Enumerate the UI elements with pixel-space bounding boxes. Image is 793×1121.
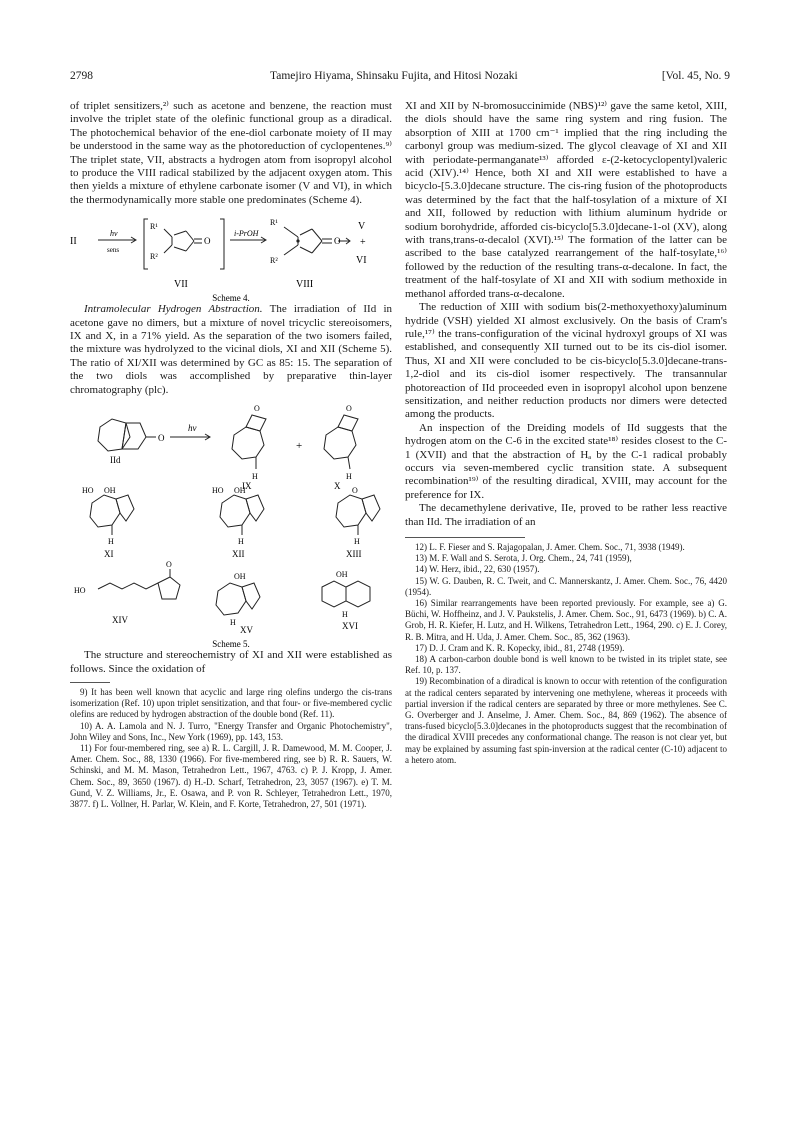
- svg-text:R²: R²: [270, 256, 278, 266]
- scheme-5-figure: [70, 397, 392, 649]
- page-number: 2798: [70, 70, 93, 82]
- label-xi: XI: [104, 549, 114, 560]
- svg-text:O: O: [334, 236, 341, 247]
- svg-text:H: H: [230, 618, 236, 628]
- footnote: 11) For four-membered ring, see a) R. L. Cargill, J. R. Damewood, M. M. Cooper, J. Amer. Chem. Soc., 88, 1330 (1966). For five-membered ring, see b) R. R. Sauers, W. Schinski, and M. M. Mason, Tetrahedron Lett., 1967, 4763. c) P. J. Kropp, J. Amer. Chem. Soc., 89, 3650 (1967). d) H.-D. Scharf, Tetrahedron, 23, 3057 (1967). e) T. M. Gund, V. Z. Williams, Jr., E. Osawa, and P. von R. Schleyer, Tetrahedron Lett., 1970, 3877. f) L. Vollner, H. Parlar, W. Klein, and F. Korte, Tetrahedron, 27, 501 (1971).: [70, 742, 392, 809]
- footnote-rule: [405, 537, 525, 538]
- volume-info: [Vol. 45, No. 9: [661, 70, 730, 82]
- svg-text:R¹: R¹: [270, 218, 278, 228]
- scheme-4-figure: [70, 207, 392, 303]
- svg-text:sens: sens: [107, 246, 120, 255]
- svg-text:V: V: [358, 221, 366, 233]
- label-viii: VIII: [296, 279, 314, 291]
- scheme-5-caption: Scheme 5.: [212, 639, 250, 650]
- footnote: 9) It has been well known that acyclic and large ring olefins undergo the cis-trans isomerization (Ref. 10) upon triplet sensitization, and that four- or five-membered cyclic olefins are reduced by hydrogen abstraction of the double bond (Ref. 11).: [70, 686, 392, 720]
- footnote-rule: [70, 682, 110, 683]
- svg-text:R²: R²: [150, 252, 158, 262]
- footnote: 10) A. A. Lamola and N. J. Turro, "Energy Transfer and Organic Photochemistry", John Wiley and Sons, Inc., New York (1969), pp. 143, 153.: [70, 720, 392, 742]
- label-iid: IId: [110, 455, 121, 466]
- svg-text:hν: hν: [188, 423, 197, 434]
- footnote: 15) W. G. Dauben, R. C. Tweit, and C. Mannerskantz, J. Amer. Chem. Soc., 76, 4420 (1954).: [405, 575, 727, 597]
- svg-text:OH: OH: [234, 572, 246, 582]
- label-xv: XV: [240, 625, 253, 636]
- right-column: [405, 100, 727, 766]
- svg-text:O: O: [204, 236, 211, 247]
- svg-text:R¹: R¹: [150, 222, 158, 232]
- svg-text:hν: hν: [110, 229, 118, 239]
- paragraph: of triplet sensitizers,²⁾ such as acetone and benzene, the reaction must involve the triplet state of the olefinic functional group as a diradical. The photochemical behavior of the ene-diol carbonate moiety of II may be understood in the same way as the photoreduction of cyclopentenes.⁹⁾ The triplet state, VII, abstracts a hydrogen atom from isopropyl alcohol to produce the VIII radical stabilized by the adjacent oxygen atom. This then yields a mixture of ethylene carbonate isomer (V and VI), in which the thermodynamically more stable one predominates (Scheme 4).: [70, 100, 392, 206]
- label-x: X: [334, 481, 341, 492]
- svg-text:H: H: [342, 610, 348, 620]
- scheme-4-caption: Scheme 4.: [212, 293, 250, 304]
- paragraph: Intramolecular Hydrogen Abstraction. The irradiation of IId in acetone gave no dimers, but a mixture of novel tricyclic stereoisomers, IX and X, in a 71% yield. As the separation of the two isomers failed, the mixture was hydrolyzed to the vicinal diols, XI and XII (Scheme 5). The ratio of XI/XII was determined by GC as 85: 15. The separation of the two diols was accomplished by preparative thin-layer chromatography (plc).: [70, 303, 392, 396]
- footnote: 17) D. J. Cram and K. R. Kopecky, ibid., 81, 2748 (1959).: [415, 642, 625, 653]
- section-heading: Intramolecular Hydrogen Abstraction.: [84, 303, 263, 316]
- svg-text:HO: HO: [74, 586, 86, 596]
- svg-text:+: +: [360, 237, 366, 249]
- svg-text:H: H: [354, 537, 360, 547]
- footnote: 16) Similar rearrangements have been reported previously. For example, see a) G. Büchi, W. Hoffheinz, and J. V. Paukstelis, J. Amer. Chem. Soc., 91, 6473 (1969). b) C. A. Grob, H. R. Kiefer, H. Lutz, and H. Wilkens, Tetrahedron Lett., 1964, 290. c) E. J. Corey, R. B. Mitra, and H. Uda, J. Amer. Chem. Soc., 85, 362 (1963).: [405, 598, 727, 642]
- svg-text:O: O: [254, 404, 260, 414]
- footnote: 18) A carbon-carbon double bond is well known to be twisted in its triplet state, see Ref. 10, p. 137.: [405, 654, 727, 676]
- svg-text:H: H: [238, 537, 244, 547]
- svg-text:H: H: [252, 472, 258, 482]
- reactant-label: II: [70, 236, 77, 248]
- svg-text:HO: HO: [212, 486, 224, 496]
- label-vii: VII: [174, 279, 188, 291]
- page-header: [70, 70, 730, 86]
- paragraph: An inspection of the Dreiding models of IId suggests that the hydrogen atom on the C-6 in the excited state¹⁸⁾ resides closest to the C-1 (XVII) and that the abstraction of Hₐ by the C-1 radical probably occurs via seven-membered cyclic transition state. A subsequent recombination¹⁹⁾ of the resulting diradical, XVIII, may account for the preference for IX.: [405, 421, 727, 501]
- svg-text:H: H: [108, 537, 114, 547]
- running-authors: Tamejiro Hiyama, Shinsaku Fujita, and Hitosi Nozaki: [270, 70, 518, 82]
- svg-text:i-PrOH: i-PrOH: [234, 229, 259, 239]
- label-xvi: XVI: [342, 621, 358, 632]
- label-xii: XII: [232, 549, 245, 560]
- paragraph: XI and XII by N-bromosuccinimide (NBS)¹²⁾ gave the same ketol, XIII, the diols should have the same ring system and ring fusion. The absorption of XIII at 1700 cm⁻¹ implied that the ring including the carbonyl group was medium-sized. The glycol cleavage of XI and XII with periodate-permanganate¹³⁾ afforded ε-(2-ketocyclopentyl)valeric acid (XIV).¹⁴⁾ Hence, both XI and XII were established to have a bicyclo-[5.3.0]decane structure. The cis-ring fusion of the photoproducts was determined by the fact that the half-tosylation of a mixture of XI and XII, followed by reduction with lithium aluminum hydride or sodium borohydride, afforded cis-bicyclo[5.3.0]decane-1-ol (XV), along with trans,trans-α-decalol (XVI).¹⁵⁾ The formation of the latter can be ascribed to the base catalyzed rearrangement of the half-tosylate,¹⁶⁾ followed by the reduction of the resulting trans-α-decalone. In fact, the treatment of the half-tosylate of XI and XII with sodium methoxide in methanol afforded trans-α-decalone.: [405, 100, 727, 300]
- svg-text:OH: OH: [336, 570, 348, 580]
- footnote: 19) Recombination of a diradical is known to occur with retention of the configuration at the radical centers separated by intervening one methylene, whereas it proceeds with partial inversion if the radical centers are separated by three or more methylenes. See C. G. Overberger and J. Anselme, J. Amer. Chem. Soc., 84, 869 (1962). The absence of trans-fused bicyclo[5.3.0]decanes in the photoproducts suggest that the recombination of the diradical XVIII precedes any conformational change. The reason is not clear yet, but may be explained by assuming fast spin-inversion at the radical center (C-10) adjacent to a hetero atom.: [405, 676, 727, 765]
- label-ix: IX: [242, 481, 252, 492]
- label-xiii: XIII: [346, 549, 362, 560]
- paragraph: The structure and stereochemistry of XI and XII were established as follows. Since the oxidation of: [70, 649, 392, 675]
- svg-text:O: O: [346, 404, 352, 414]
- footnote: 13) M. F. Wall and S. Serota, J. Org. Chem., 24, 741 (1959),: [415, 553, 632, 564]
- left-column: [70, 100, 392, 810]
- footnote: 14) W. Herz, ibid., 22, 630 (1957).: [415, 564, 540, 575]
- svg-text:HO: HO: [82, 486, 94, 496]
- paragraph: The decamethylene derivative, IIe, proved to be rather less reactive than IId. The irradiation of an: [405, 502, 727, 528]
- svg-text:VI: VI: [356, 255, 367, 267]
- svg-text:OH: OH: [234, 486, 246, 496]
- footnote: 12) L. F. Fieser and S. Rajagopalan, J. Amer. Chem. Soc., 71, 3938 (1949).: [415, 542, 685, 552]
- svg-text:+: +: [296, 440, 303, 453]
- svg-text:H: H: [346, 472, 352, 482]
- paragraph: The reduction of XIII with sodium bis(2-methoxyethoxy)aluminum hydride (VSH) yielded XI almost exclusively. On the basis of Cram's rule,¹⁷⁾ the trans-configuration of the vicinal hydroxyl groups of XI was established, and consequently XII turned out to be its cis-diol isomer. Thus, XI and XII were concluded to be cis-bicyclo[5.3.0]decane-trans-1,2-diol and its cis-diol isomer respectively. The transannular photoreaction of IId proceeded even in isopropyl alcohol upon benzene sensitization, and neither reduction products nor dimers were detected among the products.: [405, 301, 727, 421]
- label-xiv: XIV: [112, 615, 128, 626]
- svg-text:OH: OH: [104, 486, 116, 496]
- svg-text:O: O: [352, 486, 358, 496]
- svg-text:O: O: [166, 560, 172, 570]
- svg-text:O: O: [158, 433, 165, 444]
